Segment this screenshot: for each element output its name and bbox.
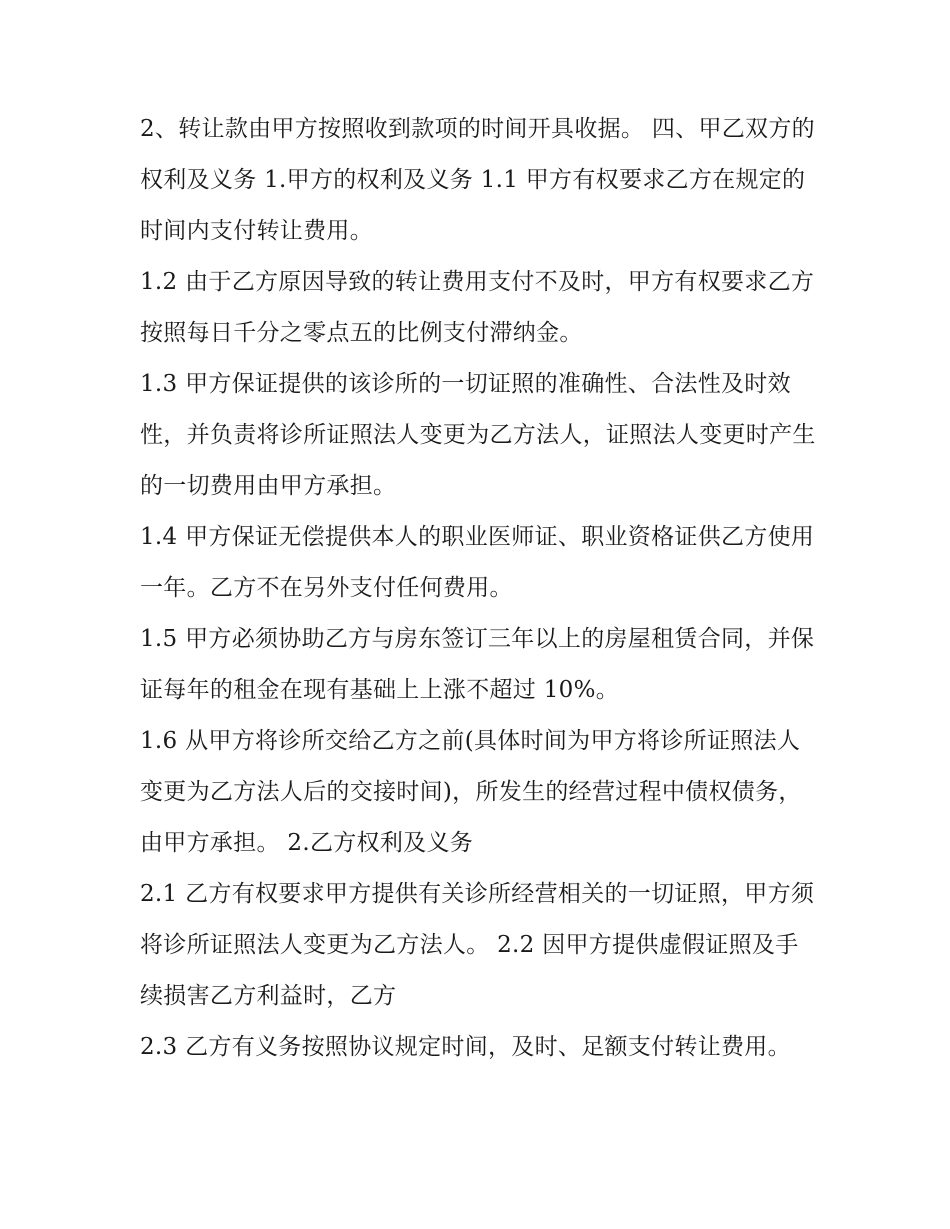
paragraph-1-4: 1.4 甲方保证无偿提供本人的职业医师证、职业资格证供乙方使用一年。乙方不在另外支付任何费用。 — [140, 524, 815, 601]
paragraph-1-6: 1.6 从甲方将诊所交给乙方之前(具体时间为甲方将诊所证照法人变更为乙方法人后的交接时间)，所发生的经营过程中债权债务，由甲方承担。 2.乙方权利及义务 — [140, 728, 802, 856]
paragraph-payment-receipt: 2、转让款由甲方按照收到款项的时间开具收据。 四、甲乙双方的权利及义务 1.甲方的权利及义务 1.1 甲方有权要求乙方在规定的时间内支付转让费用。 — [140, 116, 815, 244]
paragraph-1-2: 1.2 由于乙方原因导致的转让费用支付不及时，甲方有权要求乙方按照每日千分之零点五的比例支付滞纳金。 — [140, 269, 815, 346]
paragraph-1-5: 1.5 甲方必须协助乙方与房东签订三年以上的房屋租赁合同，并保证每年的租金在现有基础上上涨不超过 10%。 — [140, 626, 815, 703]
paragraph-1-3: 1.3 甲方保证提供的该诊所的一切证照的准确性、合法性及时效性，并负责将诊所证照法人变更为乙方法人，证照法人变更时产生的一切费用由甲方承担。 — [140, 371, 816, 499]
document-page — [140, 104, 820, 1073]
paragraph-2-3: 2.3 乙方有义务按照协议规定时间，及时、足额支付转让费用。 — [140, 1034, 791, 1060]
paragraph-2-1: 2.1 乙方有权要求甲方提供有关诊所经营相关的一切证照，甲方须将诊所证照法人变更为乙方法人。 2.2 因甲方提供虚假证照及手续损害乙方利益时，乙方 — [140, 881, 815, 1009]
